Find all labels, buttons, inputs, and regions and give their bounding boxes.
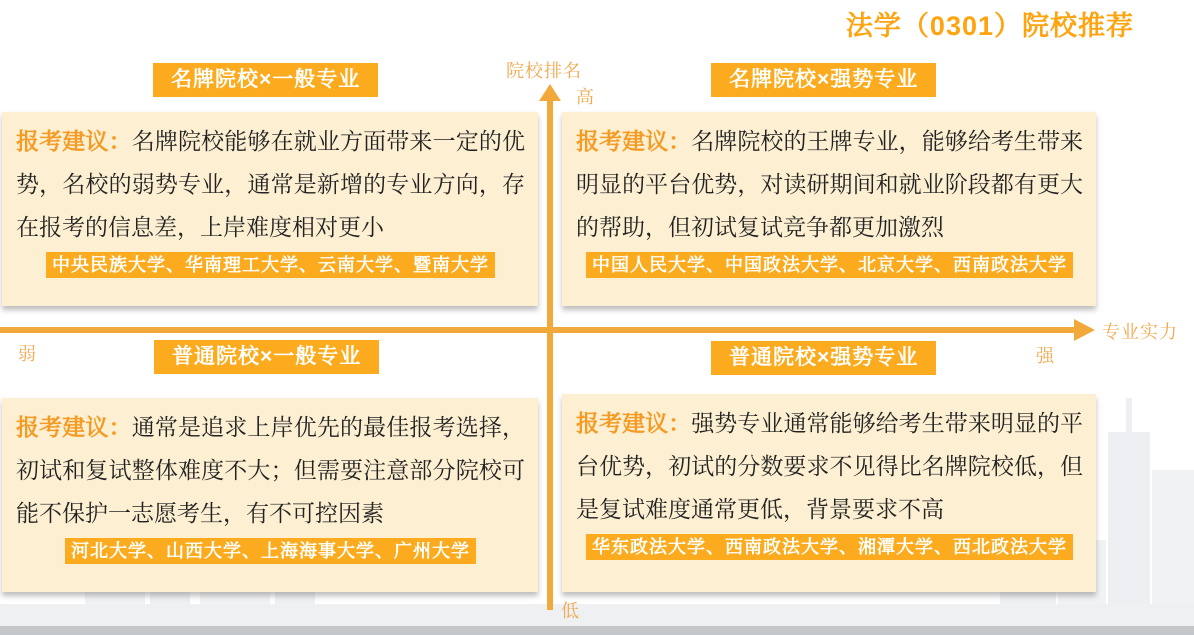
- university-list: [576, 252, 1083, 278]
- university-list-text: 河北大学、山西大学、上海海事大学、广州大学: [65, 538, 476, 564]
- university-list: [576, 534, 1083, 560]
- quadrant-card-bottom-left: [2, 398, 538, 592]
- advice-text: [576, 402, 1083, 531]
- y-axis-high-label: 高: [576, 87, 595, 107]
- y-axis-arrow-up-icon: [539, 84, 561, 101]
- advice-text: [16, 406, 525, 535]
- ground-band: [0, 604, 1194, 626]
- badge-famous-strong: 名牌院校×强势专业: [711, 63, 936, 97]
- advice-body: 名牌院校的王牌专业，能够给考生带来明显的平台优势，对读研期间和就业阶段都有更大的帮助，但初试复试竞争都更加激烈: [576, 128, 1084, 240]
- university-list-text: 中国人民大学、中国政法大学、北京大学、西南政法大学: [586, 252, 1073, 278]
- advice-body: 强势专业通常能够给考生带来明显的平台优势，初试的分数要求不见得比名牌院校低，但是复试难度通常更低，背景要求不高: [576, 410, 1084, 522]
- quadrant-card-bottom-right: [562, 394, 1096, 592]
- university-list-text: 中央民族大学、华南理工大学、云南大学、暨南大学: [46, 252, 495, 278]
- building-silhouette: [1108, 432, 1150, 626]
- advice-label: 报考建议：: [16, 128, 132, 154]
- x-axis-weak-label: 弱: [18, 344, 37, 364]
- building-spire: [1126, 398, 1132, 434]
- building-silhouette: [1152, 470, 1194, 626]
- advice-text: [576, 120, 1083, 249]
- quadrant-card-top-right: [562, 112, 1096, 306]
- y-axis-line: [547, 98, 553, 610]
- x-axis-line: [0, 327, 1076, 333]
- page-title: 法学（0301）院校推荐: [845, 11, 1134, 41]
- ground-strip: [0, 626, 1194, 635]
- x-axis-label: 专业实力: [1102, 322, 1178, 342]
- quadrant-card-top-left: [2, 112, 538, 306]
- badge-ordinary-general: 普通院校×一般专业: [154, 340, 379, 374]
- advice-label: 报考建议：: [576, 410, 692, 436]
- badge-ordinary-strong: 普通院校×强势专业: [711, 341, 936, 375]
- y-axis-low-label: 低: [561, 601, 580, 621]
- university-list: [16, 538, 525, 564]
- advice-label: 报考建议：: [16, 414, 132, 440]
- x-axis-strong-label: 强: [1036, 346, 1055, 366]
- advice-body: 通常是追求上岸优先的最佳报考选择，初试和复试整体难度不大；但需要注意部分院校可能不保护一志愿考生，有不可控因素: [16, 414, 526, 526]
- y-axis-label: 院校排名: [506, 61, 582, 81]
- advice-label: 报考建议：: [576, 128, 692, 154]
- advice-body: 名牌院校能够在就业方面带来一定的优势，名校的弱势专业，通常是新增的专业方向，存在报考的信息差，上岸难度相对更小: [16, 128, 526, 240]
- badge-famous-general: 名牌院校×一般专业: [153, 63, 378, 97]
- advice-text: [16, 120, 525, 249]
- x-axis-arrow-right-icon: [1074, 319, 1095, 341]
- university-list: [16, 252, 525, 278]
- university-list-text: 华东政法大学、西南政法大学、湘潭大学、西北政法大学: [586, 534, 1073, 560]
